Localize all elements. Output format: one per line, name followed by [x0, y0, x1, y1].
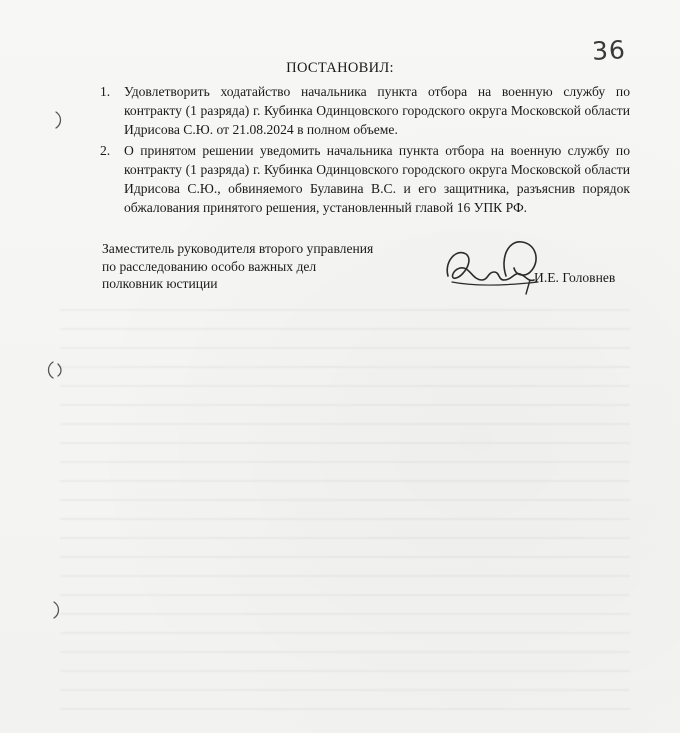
punch-hole-icon — [46, 360, 66, 380]
item-text: Удовлетворить ходатайство начальника пункта отбора на военную службу по контракту (1 разряда) г. Кубинка Одинцовского городского округа Московской области Идрисова С.Ю. от 21.08.2024 в полном объеме. — [124, 84, 630, 137]
signatory-position — [102, 240, 373, 293]
decision-items — [100, 82, 630, 219]
show-through-text — [60, 300, 630, 720]
signatory-line-1: Заместитель руководителя второго управления — [102, 241, 374, 256]
decision-item — [100, 141, 630, 217]
item-number: 1. — [100, 84, 111, 99]
decision-heading: ПОСТАНОВИЛ: — [286, 60, 394, 76]
item-number: 2. — [100, 143, 111, 158]
signatory-line-2: по расследованию особо важных дел — [102, 258, 317, 274]
handwritten-page-number: 36 — [591, 35, 627, 66]
handwritten-signature — [442, 236, 562, 298]
punch-mark-icon — [50, 600, 64, 620]
item-text: О принятом решении уведомить начальника пункта отбора на военную службу по контракту (1 разряда) г. Кубинка Одинцовского городского округа Московской области Идрисова С.Ю., обвиняемого Булавина В.С. и его защитника, разъяснив порядок обжалования принятого решения, установленный главой 16 УПК РФ. — [124, 143, 630, 215]
punch-mark-icon — [52, 110, 66, 130]
decision-item — [100, 82, 630, 139]
signatory-name: И.Е. Головнев — [534, 270, 616, 285]
signatory-line-3: полковник юстиции — [102, 276, 218, 291]
